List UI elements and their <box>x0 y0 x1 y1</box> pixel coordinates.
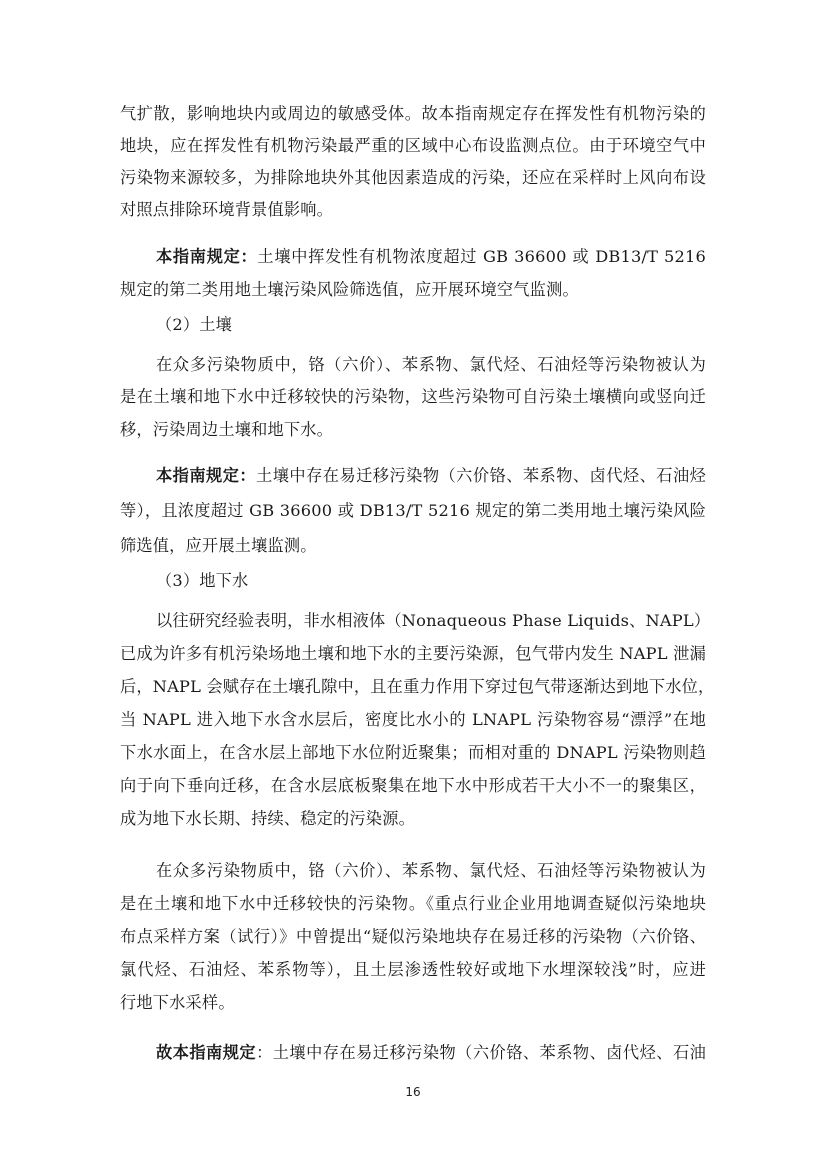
paragraph-line: 地块，应在挥发性有机物污染最严重的区域中心布设监测点位。由于环境空气中 <box>120 136 706 155</box>
paragraph-line: 污染物来源较多，为排除地块外其他因素造成的污染，还应在采样时上风向布设 <box>120 168 706 187</box>
paragraph-line: 等），且浓度超过 GB 36600 或 DB13/T 5216 规定的第二类用地土壤污染风险 <box>120 501 706 520</box>
guideline-rule-soil <box>156 466 706 486</box>
section-heading-soil: （2）土壤 <box>156 315 233 334</box>
rule-label: 本指南规定： <box>156 247 258 266</box>
rule-label: 本指南规定： <box>156 466 257 485</box>
paragraph-line: 移，污染周边土壤和地下水。 <box>120 420 334 439</box>
paragraph-line: 规定的第二类用地土壤污染风险筛选值，应开展环境空气监测。 <box>120 280 579 299</box>
paragraph-line: 筛选值，应开展土壤监测。 <box>120 536 317 555</box>
guideline-rule-groundwater <box>156 1043 706 1063</box>
paragraph-line: 当 NAPL 进入地下水含水层后，密度比水小的 LNAPL 污染物容易“漂浮”在地 <box>120 710 706 729</box>
paragraph-line: 布点采样方案（试行）》中曾提出“疑似污染地块存在易迁移的污染物（六价铬、 <box>120 927 706 946</box>
paragraph-line: 在众多污染物质中，铬（六价）、苯系物、氯代烃、石油烃等污染物被认为 <box>156 355 706 374</box>
guideline-rule-air <box>156 247 706 267</box>
paragraph-line: 在众多污染物质中，铬（六价）、苯系物、氯代烃、石油烃等污染物被认为 <box>156 861 706 880</box>
paragraph-line: 向于向下垂向迁移，在含水层底板聚集在地下水中形成若干大小不一的聚集区， <box>120 776 706 795</box>
paragraph-line: 已成为许多有机污染场地土壤和地下水的主要污染源，包气带内发生 NAPL 泄漏 <box>120 644 706 663</box>
rule-text: ：土壤中存在易迁移污染物（六价铬、苯系物、卤代烃、石油 <box>256 1043 707 1062</box>
paragraph-line: 氯代烃、石油烃、苯系物等），且土层渗透性较好或地下水埋深较浅”时，应进 <box>120 960 706 979</box>
paragraph-line: 气扩散，影响地块内或周边的敏感受体。故本指南规定存在挥发性有机物污染的 <box>120 104 706 123</box>
paragraph-line: 后，NAPL 会赋存在土壤孔隙中，且在重力作用下穿过包气带逐渐达到地下水位， <box>120 677 715 696</box>
rule-label: 故本指南规定 <box>156 1043 257 1062</box>
paragraph-line: 对照点排除环境背景值影响。 <box>120 200 334 219</box>
paragraph-line: 行地下水采样。 <box>120 993 235 1012</box>
paragraph-line: 成为地下水长期、持续、稳定的污染源。 <box>120 809 415 828</box>
section-heading-groundwater: （3）地下水 <box>156 571 249 590</box>
paragraph-line: 下水水面上，在含水层上部地下水位附近聚集；而相对重的 DNAPL 污染物则趋 <box>120 743 706 762</box>
paragraph-line: 是在土壤和地下水中迁移较快的污染物，这些污染物可自污染土壤横向或竖向迁 <box>120 387 706 406</box>
paragraph-line: 是在土壤和地下水中迁移较快的污染物。《重点行业企业用地调查疑似污染地块 <box>120 894 706 913</box>
rule-text: 土壤中挥发性有机物浓度超过 GB 36600 或 DB13/T 5216 <box>257 247 706 266</box>
paragraph-line: 以往研究经验表明，非水相液体（Nonaqueous Phase Liquids、NAPL） <box>156 611 711 630</box>
rule-text: 土壤中存在易迁移污染物（六价铬、苯系物、卤代烃、石油烃 <box>256 466 707 485</box>
page-number: 16 <box>405 1085 421 1099</box>
